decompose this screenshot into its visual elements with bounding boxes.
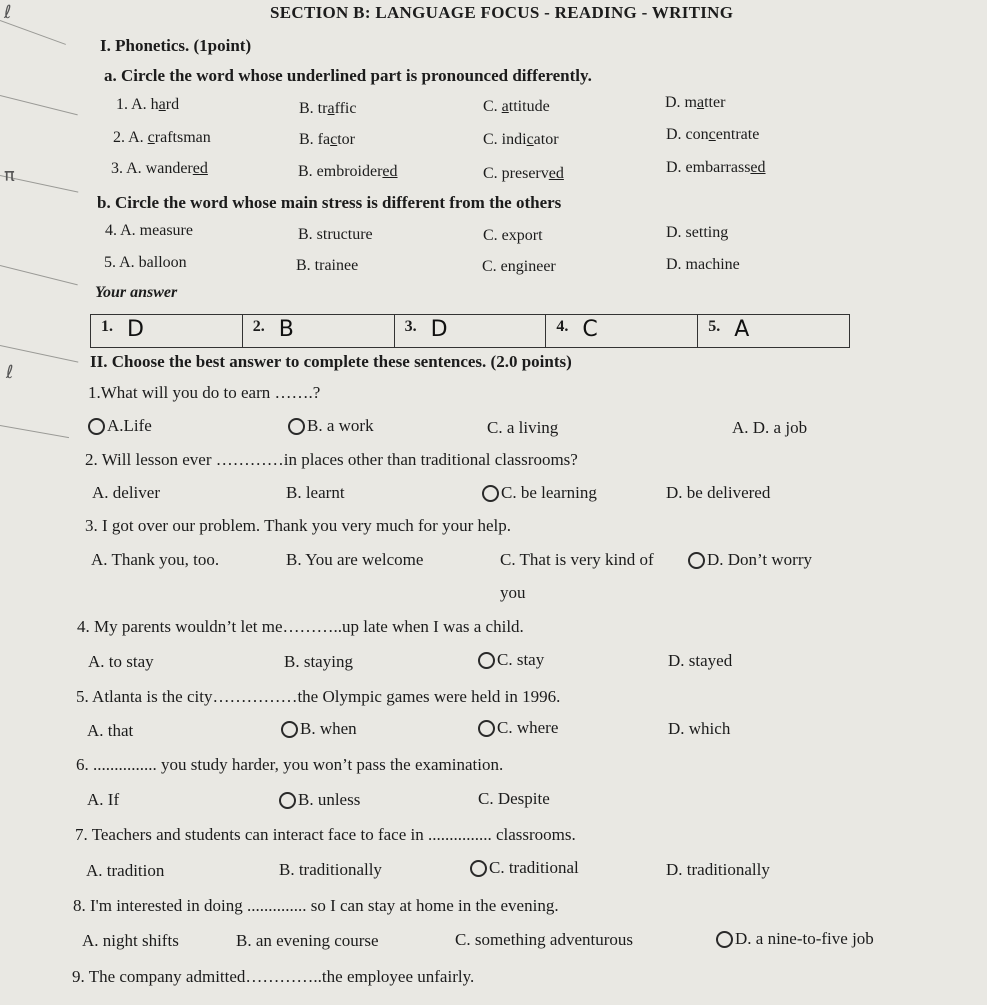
- q1-option-b: B. traffic: [299, 100, 357, 117]
- margin-line: [0, 265, 78, 285]
- margin-line: [0, 20, 66, 45]
- answer-table: [90, 314, 850, 348]
- q3-c-continued: you: [500, 583, 526, 602]
- circle-mark: [281, 721, 298, 738]
- circle-mark: [470, 860, 487, 877]
- q5-b: B. when: [281, 719, 357, 739]
- margin-scribble: ℓ: [4, 2, 12, 23]
- q2-b: B. learnt: [286, 483, 345, 502]
- handwritten-answer: D: [430, 317, 448, 342]
- margin-line: [0, 95, 78, 115]
- handwritten-answer: D: [127, 317, 144, 342]
- q4-option-d: D. setting: [666, 224, 729, 241]
- q6-a: A. If: [87, 790, 120, 809]
- q1-option-d: D. matter: [665, 94, 726, 111]
- phonetics-title: I. Phonetics. (1point): [100, 36, 252, 55]
- answer-number: 5.: [708, 318, 721, 335]
- circle-mark: [88, 418, 105, 435]
- circle-mark: [478, 652, 495, 669]
- your-answer-label: Your answer: [95, 284, 178, 301]
- answer-cell-5: [698, 315, 849, 347]
- instruction-b: b. Circle the word whose main stress is different from the others: [97, 193, 562, 212]
- q5-d: D. which: [668, 719, 731, 738]
- answer-cell-1: [91, 315, 243, 347]
- q7-a: A. tradition: [86, 861, 165, 880]
- q3-a: A. Thank you, too.: [91, 550, 220, 569]
- q7-d: D. traditionally: [666, 860, 770, 879]
- q3-option-c: C. preserved: [483, 165, 564, 182]
- q5-option-c: C. engineer: [482, 258, 556, 275]
- q1-a: A.Life: [88, 416, 152, 436]
- circle-mark: [279, 792, 296, 809]
- question-2: 2. Will lesson ever …………in places other than traditional classrooms?: [85, 450, 578, 469]
- circle-mark: [716, 931, 733, 948]
- question-4: 4. My parents wouldn’t let me………..up late when I was a child.: [77, 617, 524, 636]
- question-9: 9. The company admitted…………..the employee unfairly.: [72, 967, 475, 986]
- q4-option-a: 4. A. measure: [105, 222, 193, 239]
- q2-option-b: B. factor: [299, 131, 355, 148]
- section-header: SECTION B: LANGUAGE FOCUS - READING - WRITING: [270, 3, 734, 22]
- q8-d: D. a nine-to-five job: [716, 929, 874, 949]
- margin-line: [0, 345, 78, 363]
- circle-mark: [288, 418, 305, 435]
- q3-option-b: B. embroidered: [298, 163, 398, 180]
- q4-c: C. stay: [478, 650, 544, 670]
- margin-scribble: ℓ: [6, 362, 14, 383]
- part2-title: II. Choose the best answer to complete these sentences. (2.0 points): [90, 352, 572, 371]
- handwritten-answer: A: [734, 317, 750, 342]
- q1-b: B. a work: [288, 416, 374, 436]
- q2-d: D. be delivered: [666, 483, 771, 502]
- circle-mark: [688, 552, 705, 569]
- circle-mark: [482, 485, 499, 502]
- question-7: 7. Teachers and students can interact face to face in ............... classrooms.: [75, 825, 576, 844]
- q3-option-a: 3. A. wandered: [111, 160, 208, 177]
- q5-c: C. where: [478, 718, 558, 738]
- q5-option-b: B. trainee: [296, 257, 359, 274]
- q1-option-c: C. attitude: [483, 98, 550, 115]
- question-8: 8. I'm interested in doing .............. so I can stay at home in the evening.: [73, 896, 559, 915]
- instruction-a: a. Circle the word whose underlined part is pronounced differently.: [104, 66, 592, 85]
- question-1: 1.What will you do to earn …….?: [88, 383, 321, 402]
- q3-b: B. You are welcome: [286, 550, 424, 569]
- q6-c: C. Despite: [478, 789, 550, 808]
- q2-a: A. deliver: [92, 483, 160, 502]
- question-6: 6. ............... you study harder, you won’t pass the examination.: [76, 755, 504, 774]
- answer-number: 3.: [404, 318, 417, 335]
- q1-c: C. a living: [487, 418, 559, 437]
- answer-cell-3: [395, 315, 547, 347]
- q7-b: B. traditionally: [279, 860, 382, 879]
- margin-line: [0, 425, 69, 438]
- q3-option-d: D. embarrassed: [666, 159, 766, 176]
- circle-mark: [478, 720, 495, 737]
- question-3: 3. I got over our problem. Thank you very much for your help.: [85, 516, 512, 535]
- handwritten-answer: B: [278, 317, 294, 342]
- q2-option-d: D. concentrate: [666, 126, 760, 143]
- answer-cell-2: [243, 315, 395, 347]
- q4-d: D. stayed: [668, 651, 733, 670]
- q4-a: A. to stay: [88, 652, 154, 671]
- q5-option-d: D. machine: [666, 256, 740, 273]
- q2-option-c: C. indicator: [483, 131, 559, 148]
- answer-number: 1.: [101, 318, 113, 335]
- question-5: 5. Atlanta is the city……………the Olympic games were held in 1996.: [76, 687, 561, 706]
- q5-a: A. that: [87, 721, 134, 740]
- q6-b: B. unless: [279, 790, 360, 810]
- q2-option-a: 2. A. craftsman: [113, 129, 211, 146]
- q1-d: A. D. a job: [732, 418, 808, 437]
- q8-b: B. an evening course: [236, 931, 379, 950]
- q8-a: A. night shifts: [82, 931, 179, 950]
- q4-b: B. staying: [284, 652, 353, 671]
- q3-c: C. That is very kind of: [500, 550, 654, 569]
- q1-option-a: 1. A. hard: [116, 96, 180, 113]
- answer-number: 4.: [556, 318, 569, 335]
- q7-c: C. traditional: [470, 858, 579, 878]
- answer-number: 2.: [252, 318, 265, 335]
- q5-option-a: 5. A. balloon: [104, 254, 187, 271]
- q3-d: D. Don’t worry: [688, 550, 812, 570]
- handwritten-answer: C: [582, 317, 598, 342]
- q8-c: C. something adventurous: [455, 930, 634, 949]
- q2-c: C. be learning: [482, 483, 597, 503]
- margin-scribble: π: [4, 165, 15, 186]
- q4-option-b: B. structure: [298, 226, 373, 243]
- q4-option-c: C. export: [483, 227, 543, 244]
- answer-cell-4: [546, 315, 698, 347]
